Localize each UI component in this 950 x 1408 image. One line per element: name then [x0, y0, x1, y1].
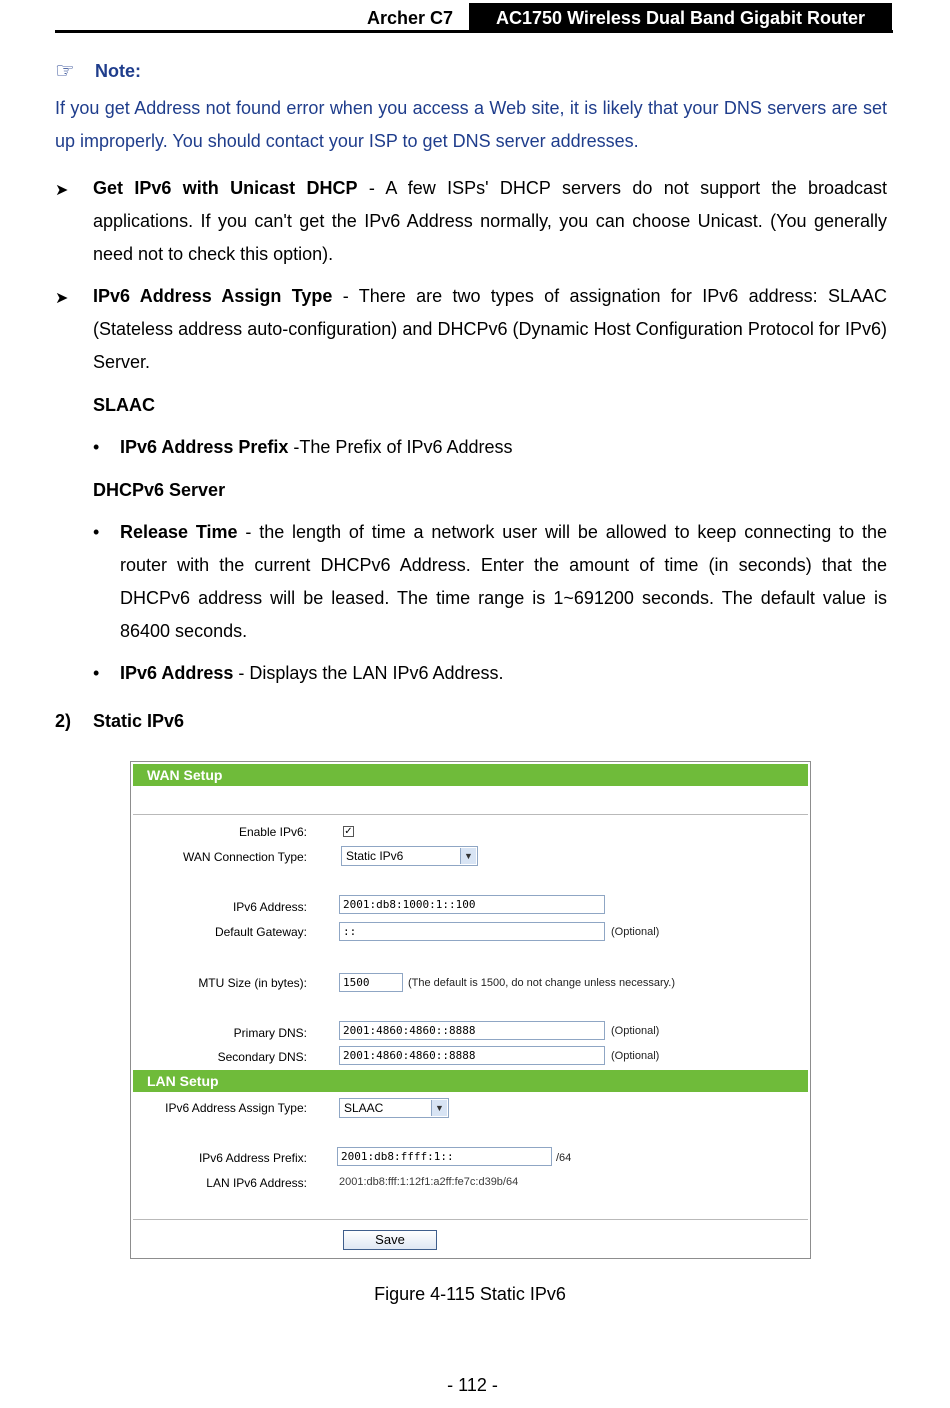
assign-type-text: - There are two types of assignation for IPv6 address: SLAAC (Stateless address auto-configuration) and DHCPv6 (Dynamic Host Configuration Protocol for IPv6) Server. [93, 286, 887, 372]
mtu-hint: (The default is 1500, do not change unless necessary.) [408, 977, 676, 989]
ipv6-address-input[interactable]: 2001:db8:1000:1::100 [339, 895, 605, 914]
assign-type-item [93, 280, 887, 379]
dhcp-heading: DHCPv6 Server [93, 480, 226, 500]
mtu-size-input[interactable]: 1500 [339, 973, 403, 992]
secondary-dns-input[interactable]: 2001:4860:4860::8888 [339, 1046, 605, 1065]
ipv6addr-item [120, 657, 887, 690]
note-title: Note: [95, 61, 141, 81]
secondary-dns-optional-hint: (Optional) [611, 1050, 660, 1062]
primary-dns-input[interactable]: 2001:4860:4860::8888 [339, 1021, 605, 1040]
assign-type-label: IPv6 Address Assign Type: [165, 1101, 307, 1115]
prefix-term: IPv6 Address Prefix [120, 437, 289, 457]
chevron-down-icon: ▼ [431, 1100, 447, 1116]
default-gateway-label: Default Gateway: [214, 925, 307, 939]
wan-setup-bar: WAN Setup [133, 764, 808, 786]
unicast-term: Get IPv6 with Unicast DHCP [93, 178, 358, 198]
enable-ipv6-label: Enable IPv6: [238, 825, 307, 839]
section-title: Static IPv6 [93, 711, 185, 731]
ipv6-address-label: IPv6 Address: [232, 900, 307, 914]
unicast-item [93, 172, 887, 271]
lan-setup-bar: LAN Setup [133, 1070, 808, 1092]
assign-type-term: IPv6 Address Assign Type [93, 286, 333, 306]
secondary-dns-label: Secondary DNS: [217, 1050, 307, 1064]
enable-ipv6-checkbox[interactable]: ✓ [344, 826, 353, 837]
section-number: 2) [55, 711, 72, 731]
divider [133, 1219, 808, 1220]
pointing-hand-icon: ☞ [55, 58, 75, 83]
page-number: - 112 - [447, 1375, 498, 1395]
header-product: AC1750 Wireless Dual Band Gigabit Router [469, 3, 892, 32]
primary-dns-optional-hint: (Optional) [611, 1025, 660, 1037]
wan-connection-type-value: Static IPv6 [346, 849, 404, 863]
static-ipv6-screenshot [130, 761, 811, 1259]
lan-ipv6-address-label: LAN IPv6 Address: [206, 1176, 307, 1190]
bullet-dot-icon: • [93, 663, 100, 683]
divider [133, 814, 808, 815]
chevron-down-icon: ▼ [460, 848, 476, 864]
slaac-heading: SLAAC [93, 395, 155, 415]
release-item [120, 516, 887, 648]
lan-ipv6-address-value: 2001:db8:fff:1:12f1:a2ff:fe7c:d39b/64 [339, 1176, 519, 1188]
unicast-text: - A few ISPs' DHCP servers do not support the broadcast applications. If you can't get the IPv6 Address normally, you can choose Unicast. (You generally need not to check this option). [93, 178, 888, 264]
ipv6-prefix-suffix: /64 [556, 1152, 572, 1164]
assign-type-value: SLAAC [344, 1101, 384, 1115]
ipv6-prefix-input[interactable]: 2001:db8:ffff:1:: [337, 1147, 552, 1166]
wan-connection-type-select[interactable] [341, 846, 478, 866]
arrow-bullet-icon: ➤ [55, 290, 69, 307]
wan-connection-type-label: WAN Connection Type: [182, 850, 307, 864]
release-text: - the length of time a network user will be allowed to keep connecting to the router with the current DHCPv6 Address. Enter the amount of time (in seconds) that the DHCPv6 address will be leased. The time range is 1~691200 seconds. The default value is 86400 seconds. [120, 522, 887, 641]
gateway-optional-hint: (Optional) [611, 926, 660, 938]
save-button[interactable]: Save [343, 1230, 437, 1250]
header-rule [55, 30, 893, 33]
ipv6addr-term: IPv6 Address [120, 663, 234, 683]
prefix-text: -The Prefix of IPv6 Address [288, 437, 513, 457]
release-term: Release Time [120, 522, 238, 542]
prefix-item [120, 431, 887, 464]
bullet-dot-icon: • [93, 437, 100, 457]
assign-type-select[interactable] [339, 1098, 449, 1118]
ipv6-prefix-label: IPv6 Address Prefix: [198, 1151, 307, 1165]
arrow-bullet-icon: ➤ [55, 182, 69, 199]
bullet-dot-icon: • [93, 522, 100, 542]
default-gateway-input[interactable]: :: [339, 922, 605, 941]
primary-dns-label: Primary DNS: [233, 1026, 307, 1040]
mtu-size-label: MTU Size (in bytes): [198, 976, 307, 990]
note-text: If you get Address not found error when you access a Web site, it is likely that your DNS servers are set up improperly. You should contact your ISP to get DNS server addresses. [55, 98, 887, 151]
header-model: Archer C7 [367, 8, 454, 28]
figure-caption: Figure 4-115 Static IPv6 [374, 1284, 566, 1304]
ipv6addr-text: - Displays the LAN IPv6 Address. [233, 663, 504, 683]
